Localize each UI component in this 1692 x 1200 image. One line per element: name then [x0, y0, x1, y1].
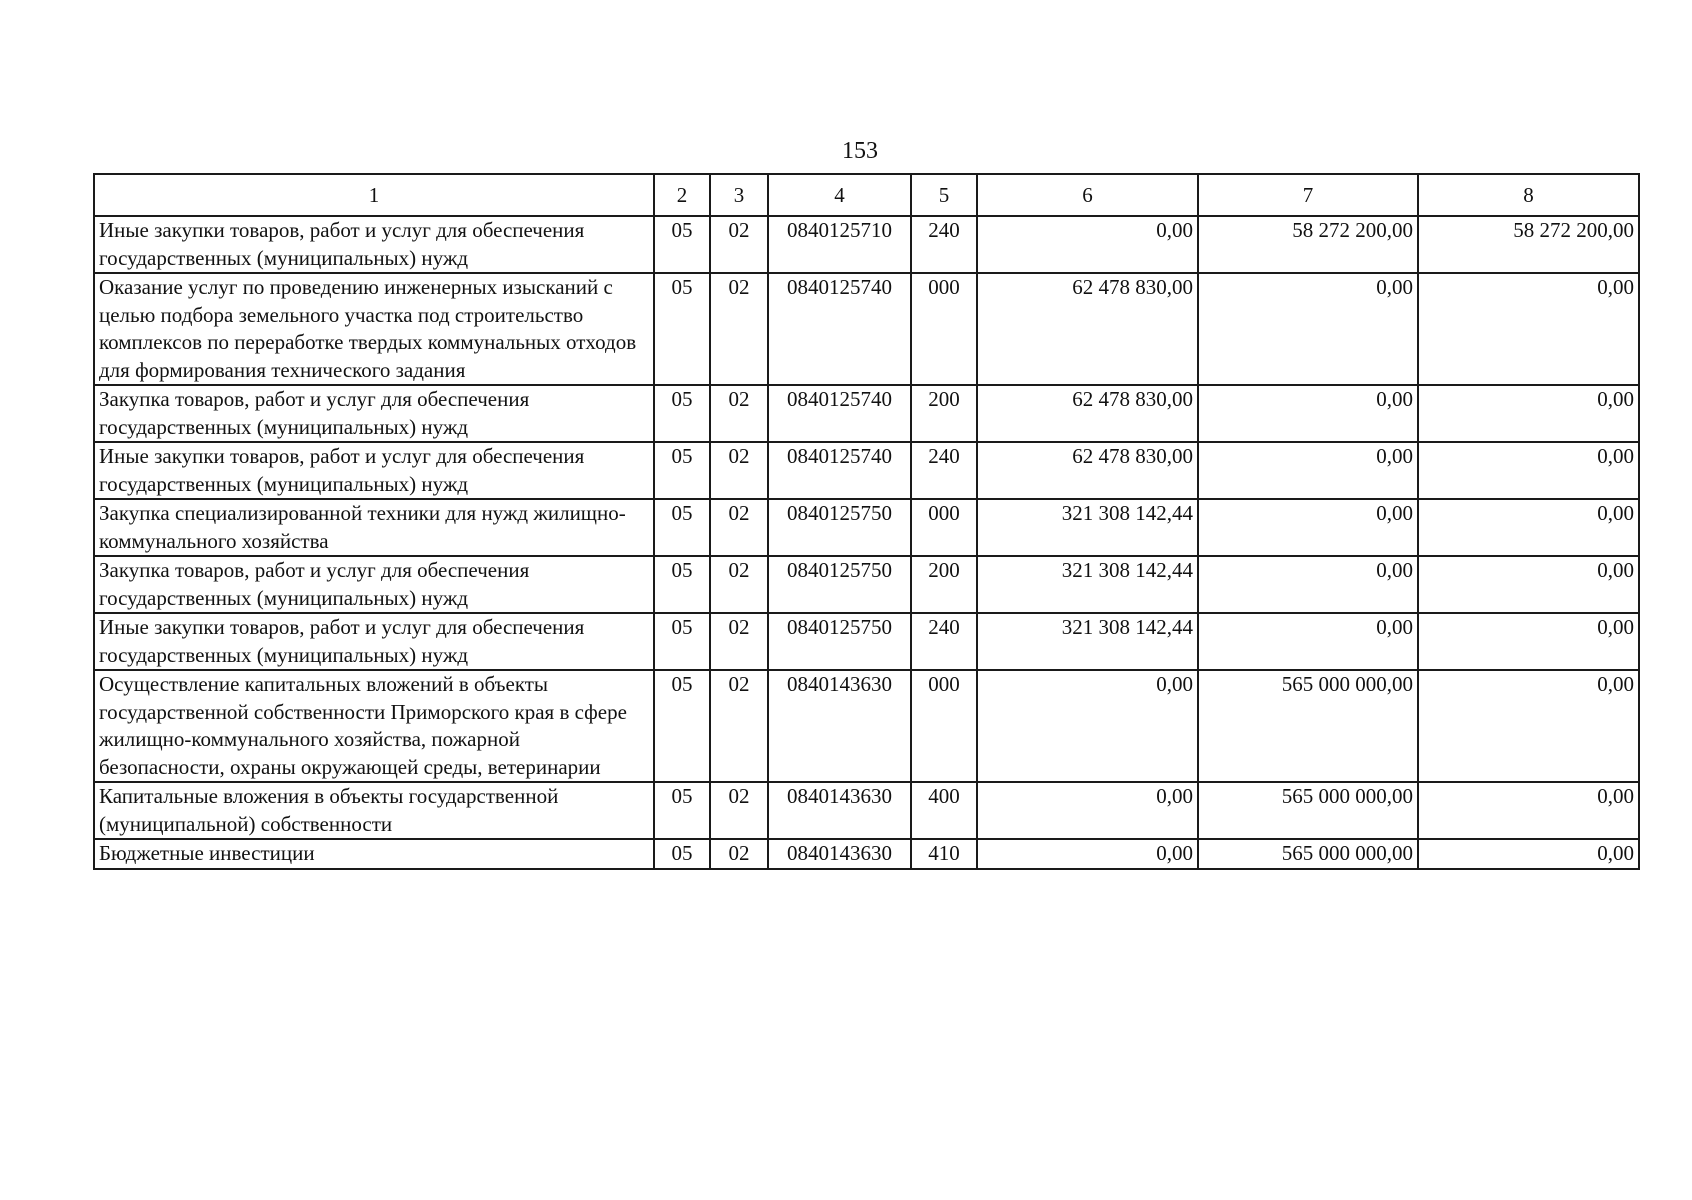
- column-header: 7: [1198, 174, 1418, 216]
- row-name-cell: Закупка товаров, работ и услуг для обеспечения государственных (муниципальных) нужд: [94, 556, 654, 613]
- column-header: 2: [654, 174, 710, 216]
- subsection-cell: 02: [710, 839, 768, 869]
- column-header: 5: [911, 174, 977, 216]
- subsection-cell: 02: [710, 385, 768, 442]
- amount-cell: 62 478 830,00: [977, 442, 1198, 499]
- target-article-cell: 0840125740: [768, 385, 911, 442]
- row-name-cell: Иные закупки товаров, работ и услуг для обеспечения государственных (муниципальных) нужд: [94, 442, 654, 499]
- row-name-cell: Осуществление капитальных вложений в объекты государственной собственности Приморского края в сфере жилищно-коммунального хозяйства, пожарной безопасности, охраны окружающей среды, ветеринарии: [94, 670, 654, 782]
- row-name-cell: Капитальные вложения в объекты государственной (муниципальной) собственности: [94, 782, 654, 839]
- section-cell: 05: [654, 556, 710, 613]
- table-row: [94, 670, 1639, 782]
- table-row: [94, 273, 1639, 385]
- subsection-cell: 02: [710, 216, 768, 273]
- target-article-cell: 0840125750: [768, 499, 911, 556]
- column-header: 4: [768, 174, 911, 216]
- section-cell: 05: [654, 216, 710, 273]
- target-article-cell: 0840125750: [768, 613, 911, 670]
- expense-type-cell: 240: [911, 442, 977, 499]
- row-name-cell: Бюджетные инвестиции: [94, 839, 654, 869]
- amount-cell: 0,00: [977, 670, 1198, 782]
- table-row: [94, 385, 1639, 442]
- amount-cell: 58 272 200,00: [1198, 216, 1418, 273]
- amount-cell: 0,00: [1198, 613, 1418, 670]
- amount-cell: 62 478 830,00: [977, 385, 1198, 442]
- amount-cell: 0,00: [1198, 385, 1418, 442]
- amount-cell: 0,00: [1418, 556, 1639, 613]
- column-header: 8: [1418, 174, 1639, 216]
- expense-type-cell: 000: [911, 273, 977, 385]
- target-article-cell: 0840125750: [768, 556, 911, 613]
- amount-cell: 58 272 200,00: [1418, 216, 1639, 273]
- amount-cell: 0,00: [1198, 556, 1418, 613]
- target-article-cell: 0840125740: [768, 442, 911, 499]
- subsection-cell: 02: [710, 442, 768, 499]
- table-row: [94, 613, 1639, 670]
- expense-type-cell: 240: [911, 216, 977, 273]
- amount-cell: 62 478 830,00: [977, 273, 1198, 385]
- section-cell: 05: [654, 499, 710, 556]
- table-row: [94, 499, 1639, 556]
- amount-cell: 0,00: [1418, 782, 1639, 839]
- row-name-cell: Закупка специализированной техники для нужд жилищно-коммунального хозяйства: [94, 499, 654, 556]
- target-article-cell: 0840125710: [768, 216, 911, 273]
- target-article-cell: 0840143630: [768, 782, 911, 839]
- expense-type-cell: 240: [911, 613, 977, 670]
- amount-cell: 0,00: [977, 216, 1198, 273]
- row-name-cell: Оказание услуг по проведению инженерных изысканий с целью подбора земельного участка под строительство комплексов по переработке твердых коммунальных отходов для формирования технического задания: [94, 273, 654, 385]
- row-name-cell: Иные закупки товаров, работ и услуг для обеспечения государственных (муниципальных) нужд: [94, 216, 654, 273]
- expense-type-cell: 000: [911, 499, 977, 556]
- target-article-cell: 0840143630: [768, 839, 911, 869]
- expense-type-cell: 400: [911, 782, 977, 839]
- section-cell: 05: [654, 613, 710, 670]
- subsection-cell: 02: [710, 273, 768, 385]
- row-name-cell: Иные закупки товаров, работ и услуг для обеспечения государственных (муниципальных) нужд: [94, 613, 654, 670]
- amount-cell: 0,00: [977, 782, 1198, 839]
- expense-type-cell: 200: [911, 385, 977, 442]
- subsection-cell: 02: [710, 556, 768, 613]
- section-cell: 05: [654, 670, 710, 782]
- column-header: 3: [710, 174, 768, 216]
- section-cell: 05: [654, 782, 710, 839]
- amount-cell: 565 000 000,00: [1198, 839, 1418, 869]
- column-header: 6: [977, 174, 1198, 216]
- amount-cell: 0,00: [1198, 442, 1418, 499]
- expense-type-cell: 000: [911, 670, 977, 782]
- amount-cell: 0,00: [1418, 385, 1639, 442]
- header-row: [94, 174, 1639, 216]
- subsection-cell: 02: [710, 613, 768, 670]
- amount-cell: 321 308 142,44: [977, 613, 1198, 670]
- amount-cell: 0,00: [1198, 499, 1418, 556]
- budget-table: [93, 173, 1640, 870]
- table-row: [94, 216, 1639, 273]
- subsection-cell: 02: [710, 782, 768, 839]
- table-row: [94, 782, 1639, 839]
- column-header: 1: [94, 174, 654, 216]
- amount-cell: 0,00: [1418, 839, 1639, 869]
- amount-cell: 0,00: [1418, 670, 1639, 782]
- amount-cell: 0,00: [1198, 273, 1418, 385]
- section-cell: 05: [654, 273, 710, 385]
- amount-cell: 321 308 142,44: [977, 556, 1198, 613]
- section-cell: 05: [654, 839, 710, 869]
- amount-cell: 565 000 000,00: [1198, 670, 1418, 782]
- amount-cell: 321 308 142,44: [977, 499, 1198, 556]
- target-article-cell: 0840143630: [768, 670, 911, 782]
- amount-cell: 0,00: [1418, 613, 1639, 670]
- page-number: 153: [842, 138, 878, 164]
- subsection-cell: 02: [710, 670, 768, 782]
- section-cell: 05: [654, 385, 710, 442]
- subsection-cell: 02: [710, 499, 768, 556]
- amount-cell: 0,00: [977, 839, 1198, 869]
- expense-type-cell: 200: [911, 556, 977, 613]
- section-cell: 05: [654, 442, 710, 499]
- row-name-cell: Закупка товаров, работ и услуг для обеспечения государственных (муниципальных) нужд: [94, 385, 654, 442]
- target-article-cell: 0840125740: [768, 273, 911, 385]
- amount-cell: 0,00: [1418, 273, 1639, 385]
- table-row: [94, 442, 1639, 499]
- amount-cell: 0,00: [1418, 442, 1639, 499]
- table-row: [94, 556, 1639, 613]
- table-row: [94, 839, 1639, 869]
- expense-type-cell: 410: [911, 839, 977, 869]
- amount-cell: 0,00: [1418, 499, 1639, 556]
- amount-cell: 565 000 000,00: [1198, 782, 1418, 839]
